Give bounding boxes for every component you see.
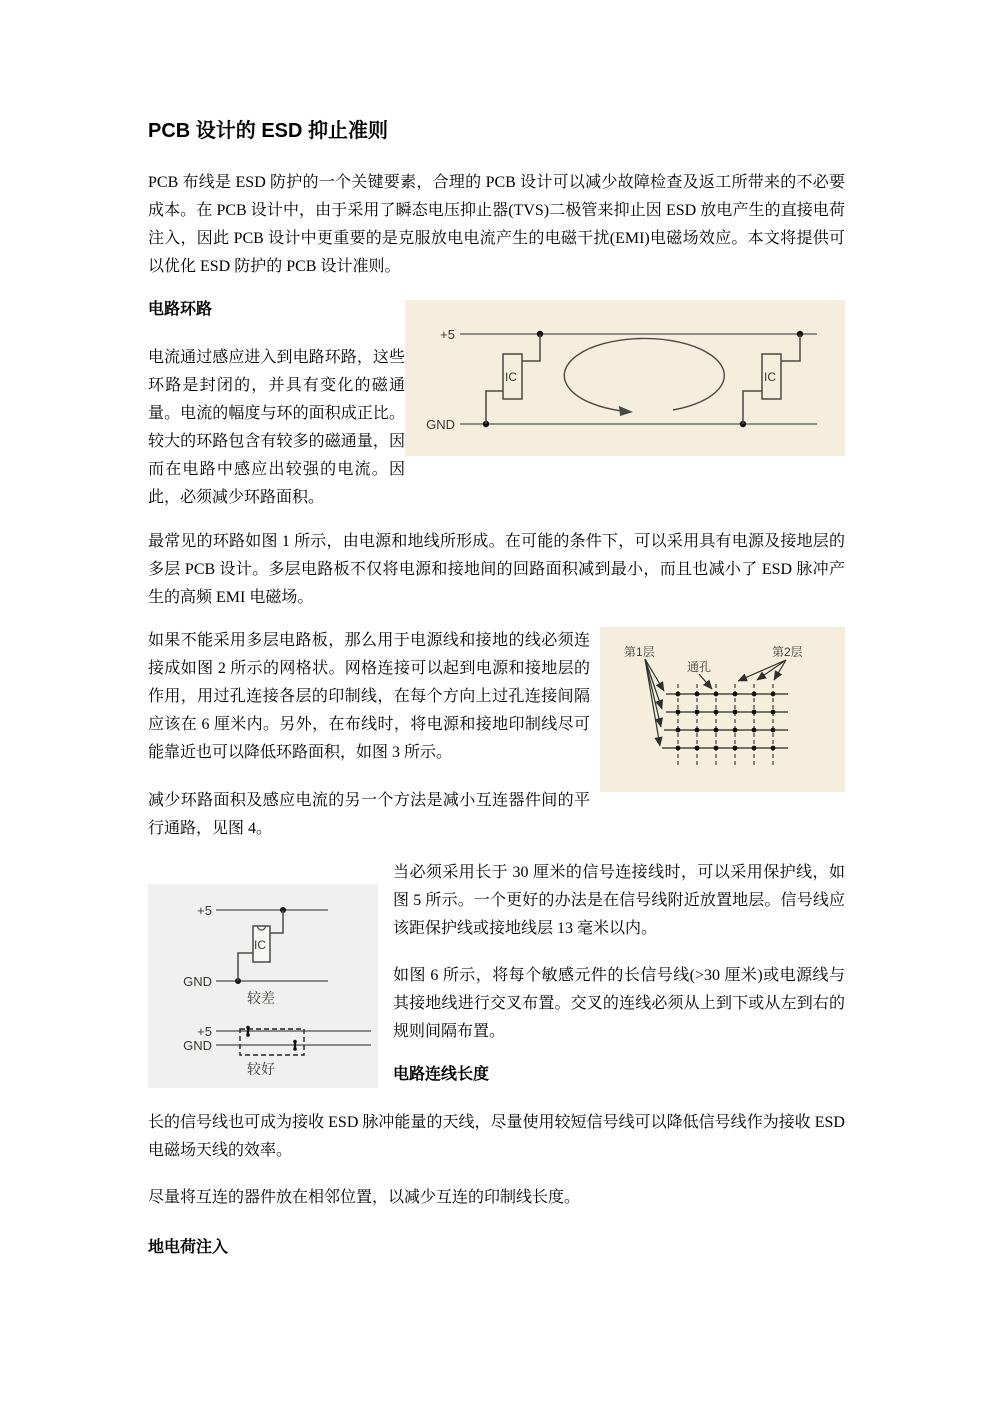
heading-trace-length: 电路连线长度 [393,1066,490,1083]
ic-right-symbol [740,331,803,427]
layer1-arrows [645,659,664,746]
fig3-gnd-top-label: GND [183,974,212,989]
horizontal-traces [662,694,788,748]
figure3-trace-spacing-diagram [148,884,378,1088]
fig1-vcc-label: +5 [440,327,455,342]
figure2-grid-via-diagram [600,627,845,792]
heading-circuit-loop: 电路环路 [148,301,213,318]
paragraph-common-loops: 最常见的环路如图 1 所示，由电源和地线所形成。在可能的条件下，可以采用具有电源及接地层的多层 PCB 设计。多层电路板不仅将电源和接地间的回路面积减到最小，而且也减小了 ESD 脉冲产生的高频 EMI 电磁场。 [148,533,845,606]
section-trace-spacing [148,859,845,1088]
figure1-circuit-loop-diagram [405,300,845,456]
heading-ground-charge-injection: 地电荷注入 [148,1239,229,1256]
paragraph-loop-induction: 电流通过感应进入到电路环路，这些环路是封闭的，并具有变化的磁通量。电流的幅度与环的面积成正比。较大的环路包含有较多的磁通量，因而在电路中感应出较强的电流。因此，必须减少环路面积。 [148,349,405,506]
layer2-arrows [738,660,786,681]
section-grid-layout [148,627,845,859]
fig2-via-label: 通孔 [687,660,712,674]
fig3-vcc-top-label: +5 [197,903,212,918]
fig2-layer1-label: 第1层 [624,645,655,659]
fig1-ic-left-label: IC [505,370,517,384]
paragraph-grid-connection: 如果不能采用多层电路板，那么用于电源线和接地的线必须连接成如图 2 所示的网格状。网格连接可以起到电源和接地层的作用，用过孔连接各层的印制线，在每个方向上过孔连接间隔应该在 6 厘米内。另外，在布线时，将电源和接地印制线尽可能靠近也可以降低环路面积，如图 3 所示。 [148,632,590,761]
section-circuit-loop [148,300,845,512]
fig2-layer2-label: 第2层 [772,645,803,659]
fig3-ic-label: IC [254,938,266,952]
fig1-gnd-label: GND [426,417,455,432]
fig1-ic-right-label: IC [764,370,776,384]
paragraph-guard-trace: 当必须采用长于 30 厘米的信号连接线时，可以采用保护线，如图 5 所示。一个更好的办法是在信号线附近放置地层。信号线应该距保护线或接地线层 13 毫米以内。 [393,864,845,937]
ic-left-symbol [483,331,543,427]
paragraph-antenna-effect: 长的信号线也可成为接收 ESD 脉冲能量的天线，尽量使用较短信号线可以降低信号线作为接收 ESD 电磁场天线的效率。 [148,1114,845,1159]
fig3-good-label: 较好 [247,1061,275,1077]
paragraph-cross-layout: 如图 6 所示，将每个敏感元件的长信号线(>30 厘米)或电源线与其接地线进行交叉布置。交叉的连线必须从上到下或从左到右的规则间隔布置。 [393,967,845,1040]
better-example [183,1024,371,1077]
via-arrow [699,674,712,689]
intro-paragraph: PCB 布线是 ESD 防护的一个关键要素，合理的 PCB 设计可以减少故障检查及返工所带来的不必要成本。在 PCB 设计中，由于采用了瞬态电压抑止器(TVS)二极管来抑止因 ESD 放电产生的直接电荷注入，因此 PCB 设计中更重要的是克服放电电流产生的电磁干扰(EMI)电磁场效应。本文将提供可以优化 ESD 防护的 PCB 设计准则。 [148,174,845,275]
via-dots [676,692,776,751]
worse-example [183,903,328,1006]
paragraph-adjacent-placement: 尽量将互连的器件放在相邻位置，以减少互连的印制线长度。 [148,1189,581,1206]
loop-current-arrow [564,338,724,416]
page-title: PCB 设计的 ESD 抑止准则 [148,120,389,142]
paragraph-parallel-paths: 减少环路面积及感应电流的另一个方法是减小互连器件间的平行通路，见图 4。 [148,792,590,837]
circuit-loop-text-column [148,300,405,512]
vertical-traces-dashed [678,684,773,768]
fig3-bad-label: 较差 [247,990,275,1006]
fig3-vcc-bottom-label: +5 [197,1024,212,1039]
fig3-gnd-bottom-label: GND [183,1038,212,1053]
